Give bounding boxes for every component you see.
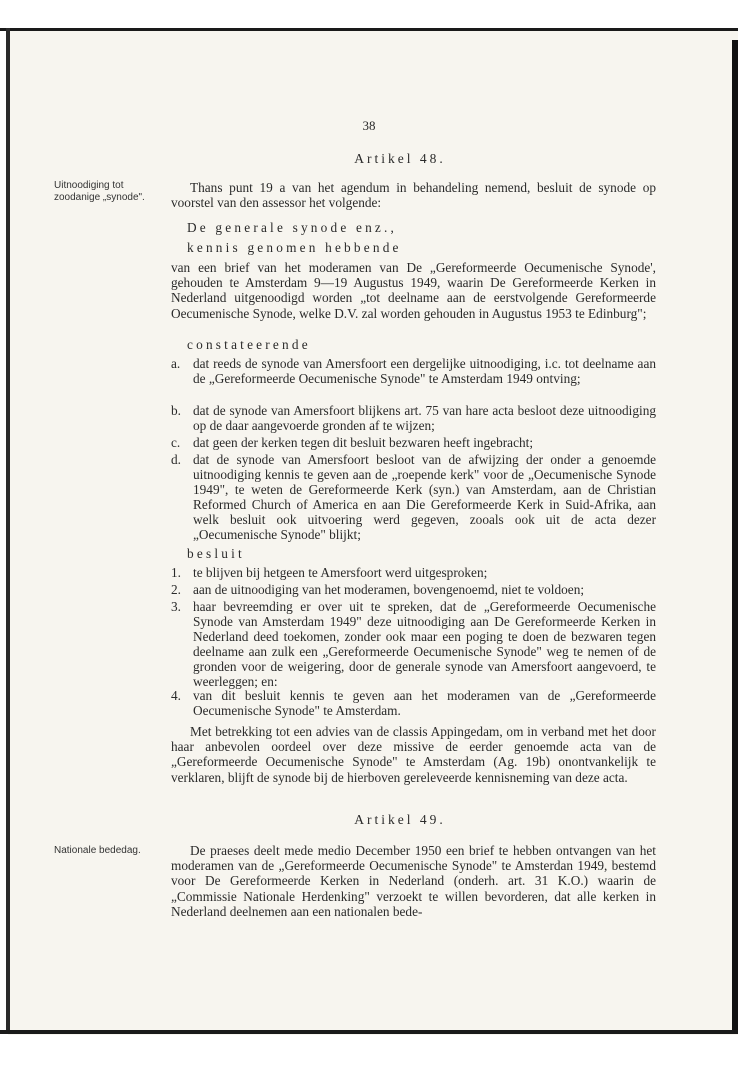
decision-item: 4. van dit besluit kennis te geven aan het moderamen van de „Gereformeerde Oecumenische Synode" te Amsterdam. [171,688,656,718]
article-48-heading: Artikel 48. [354,151,446,166]
article-48-intro: Thans punt 19 a van het agendum in behandeling nemend, besluit de synode op voorstel van den assessor het volgende: [171,180,656,211]
scan-edge-right [732,40,738,1030]
consideration-item: d. dat de synode van Amersfoort besloot van de afwijzing der onder a genoemde uitnoodiging kennis te geven aan de „roepende kerk" voor de „Oecumenische Synode 1949", te weten de Gereformeerde Kerk (syn.) van Amsterdam, aan de Christian Reformed Church of America en aan Die Gereformeerde Kerk in Suid-Afrika, aan welk besluit ook uitvoering werd gegeven, zooals ook uit de acta dezer „Oecumenische Synode" blijkt; [171,452,656,542]
besluit-line: besluit [187,546,245,561]
page-number: 38 [362,118,376,133]
constateerende-line: constateerende [187,337,311,352]
letter-paragraph: van een brief van het moderamen van De „Gereformeerde Oecumenische Synode', gehouden te Amsterdam 9—19 Augustus 1949, waarin De Gereformeerde Kerken in Nederland uitgenoodigd worden „tot deelname aan de eerstvolgende Gereformeerde Oecumenische Synode, welke D.V. zal worden gehouden in Augustus 1953 te Edinburg"; [171,260,656,321]
decision-item: 3. haar bevreemding er over uit te spreken, dat de „Gereformeerde Oecumenische Synode van Amsterdam 1949" deze uitnoodiging aan De Gereformeerde Kerken in Nederland deed toekomen, zonder ook maar een poging te doen de bezwaren tegen deelname aan zulk een „Gereformeerde Oecumenische Synode" weg te nemen of de gronden voor de weigering, door de generale synode van Amersfoort aangevoerd, te weerleggen; en: [171,599,656,689]
decision-item: 1. te blijven bij hetgeen te Amersfoort werd uitgesproken; [171,565,488,580]
article-49-heading: Artikel 49. [354,812,446,827]
article-49-text: De praeses deelt mede medio December 1950 een brief te hebben ontvangen van het moderamen van de „Gereformeerde Oecumenische Synode" te Amsterdan 1949, bestemd voor De Gereformeerde Kerken in Nederland (onderh. art. 31 K.O.) waarin de „Commissie Nationale Herdenking" verzoekt te willen bevorderen, dat alle kerken in Nederland deelnemen aan een nationalen bede- [171,843,656,919]
kennis-line: kennis genomen hebbende [187,240,402,255]
consideration-item: a. dat reeds de synode van Amersfoort een dergelijke uitnoodiging, i.c. tot deelname aan de „Gereformeerde Oecumenische Synode" te Amsterdam 1949 ontving; [171,356,656,386]
decision-item: 2. aan de uitnoodiging van het moderamen, bovengenoemd, niet te voldoen; [171,582,585,597]
closing-paragraph: Met betrekking tot een advies van de classis Appingedam, om in verband met het door haar anbevolen oordeel over deze missive de eerder genoemde acta van de „Gereformeerde Oecumenische Synode" te Amsterdam (Ag. 19b) onontvankelijk te verklaren, blijft de synode bij de hierboven gereleveerde kennisneming van deze acta. [171,724,656,785]
consideration-item: c. dat geen der kerken tegen dit besluit bezwaren heeft ingebracht; [171,435,534,450]
scan-edge-top [0,28,738,31]
scan-edge-left [6,28,10,1033]
consideration-item: b. dat de synode van Amersfoort blijkens art. 75 van hare acta besloot deze uitnoodiging op de daar aangevoerde gronden af te wijzen; [171,403,656,433]
scan-edge-bottom [0,1030,738,1034]
article-49-margin-note: Nationale bededag. [54,845,141,856]
synod-line: De generale synode enz., [187,220,398,235]
article-48-margin-note: Uitnoodiging tot zoodanige „synode". [54,180,145,203]
